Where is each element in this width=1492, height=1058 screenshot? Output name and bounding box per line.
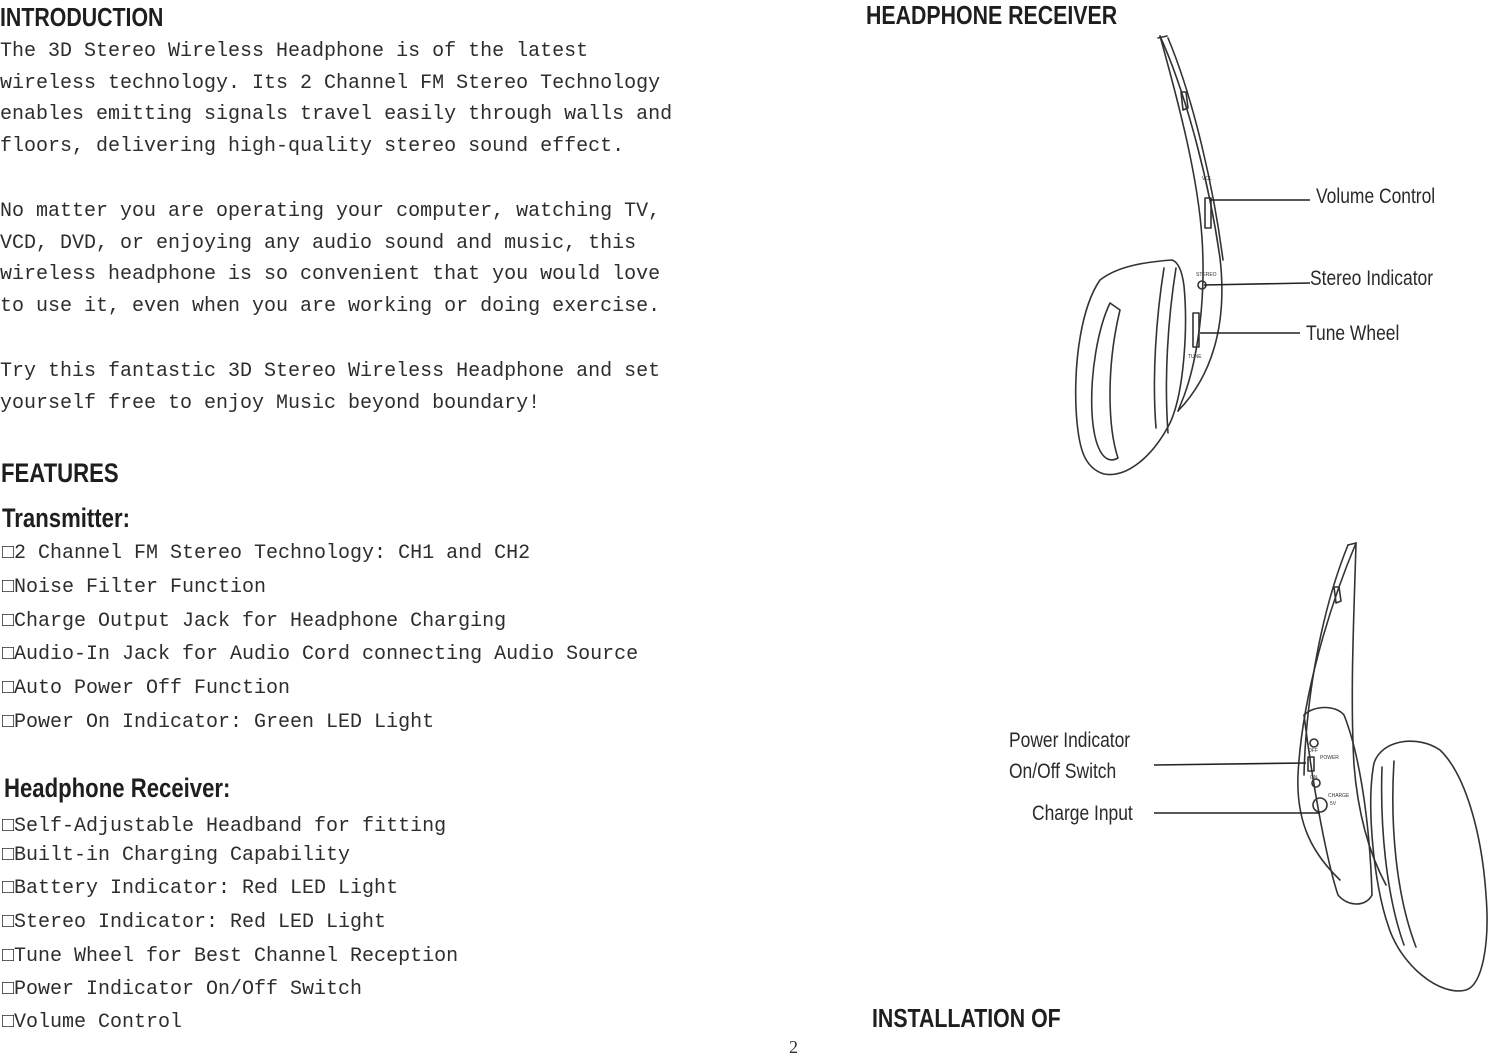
device-micro-label: 5V	[1330, 801, 1337, 807]
transmitter-feature-item: □Auto Power Off Function	[2, 677, 291, 700]
intro-line: wireless technology. Its 2 Channel FM Stereo Technology	[0, 71, 661, 95]
page-number: 2	[789, 1037, 798, 1057]
stereo-indicator-callout: Stereo Indicator	[1310, 267, 1434, 290]
intro-paragraph-1	[0, 36, 672, 162]
intro-paragraph-2	[0, 196, 660, 322]
receiver-feature-item: □Battery Indicator: Red LED Light	[2, 877, 399, 900]
intro-line: The 3D Stereo Wireless Headphone is of the latest	[0, 40, 589, 63]
cushion-inner	[1092, 303, 1120, 460]
device-micro-label: ON	[1310, 775, 1318, 781]
transmitter-feature-item: □Power On Indicator: Green LED Light	[2, 711, 435, 734]
device-micro-label: CHARGE	[1328, 793, 1350, 799]
device-micro-label: VOL	[1202, 176, 1213, 182]
callout-lines-2	[1150, 755, 1330, 825]
device-micro-label: TUNE	[1188, 354, 1202, 360]
device-micro-label: POWER	[1320, 755, 1339, 761]
receiver-feature-item: □Tune Wheel for Best Channel Reception	[2, 945, 459, 968]
intro-line: yourself free to enjoy Music beyond boundary!	[0, 391, 541, 415]
receiver-feature-item: □Stereo Indicator: Red LED Light	[2, 911, 387, 934]
headphone-receiver-heading: HEADPHONE RECEIVER	[866, 0, 1118, 30]
intro-line: VCD, DVD, or enjoying any audio sound and music, this	[0, 231, 637, 255]
ear-cushion	[1076, 260, 1186, 475]
transmitter-feature-item: □Audio-In Jack for Audio Cord connecting Audio Source	[2, 643, 639, 666]
intro-line: to use it, even when you are working or doing exercise.	[0, 294, 661, 318]
stereo-callout-line	[1204, 283, 1310, 285]
power-indicator-callout: Power Indicator	[1009, 729, 1131, 752]
callout-lines-1	[1200, 190, 1320, 350]
tune-wheel-callout: Tune Wheel	[1306, 322, 1400, 345]
features-heading: FEATURES	[1, 458, 119, 488]
intro-line: wireless headphone is so convenient that you would love	[0, 263, 661, 286]
receiver-feature-item: □Self-Adjustable Headband for fitting	[2, 815, 447, 838]
headphone-receiver-features-heading: Headphone Receiver:	[4, 773, 231, 803]
transmitter-feature-item: □2 Channel FM Stereo Technology: CH1 and CH2	[2, 542, 531, 565]
device-micro-label: STEREO	[1196, 272, 1217, 278]
device-micro-label: OFF	[1308, 748, 1318, 754]
power-switch-callout-line	[1154, 763, 1306, 765]
intro-paragraph-3	[0, 356, 660, 419]
transmitter-heading: Transmitter:	[2, 503, 130, 533]
installation-heading: INSTALLATION OF	[872, 1003, 1061, 1033]
intro-line: floors, delivering high-quality stereo sound effect.	[0, 134, 625, 158]
power-led	[1310, 739, 1318, 747]
intro-line: No matter you are operating your computer, watching TV,	[0, 200, 661, 223]
receiver-feature-item: □Volume Control	[2, 1011, 183, 1034]
headband-outer-2	[1298, 543, 1356, 880]
on-off-switch-callout: On/Off Switch	[1009, 760, 1117, 783]
charge-input-callout: Charge Input	[1032, 802, 1133, 825]
receiver-feature-item: □Power Indicator On/Off Switch	[2, 978, 363, 1001]
transmitter-feature-item: □Noise Filter Function	[2, 576, 267, 599]
receiver-feature-item: □Built-in Charging Capability	[2, 844, 351, 867]
introduction-heading: INTRODUCTION	[0, 2, 164, 32]
volume-control-callout: Volume Control	[1316, 185, 1436, 208]
intro-line: enables emitting signals travel easily through walls and	[0, 103, 673, 126]
intro-line: Try this fantastic 3D Stereo Wireless Headphone and set	[0, 360, 661, 383]
transmitter-feature-item: □Charge Output Jack for Headphone Charging	[2, 610, 507, 633]
ear-cushion-2	[1371, 741, 1487, 991]
